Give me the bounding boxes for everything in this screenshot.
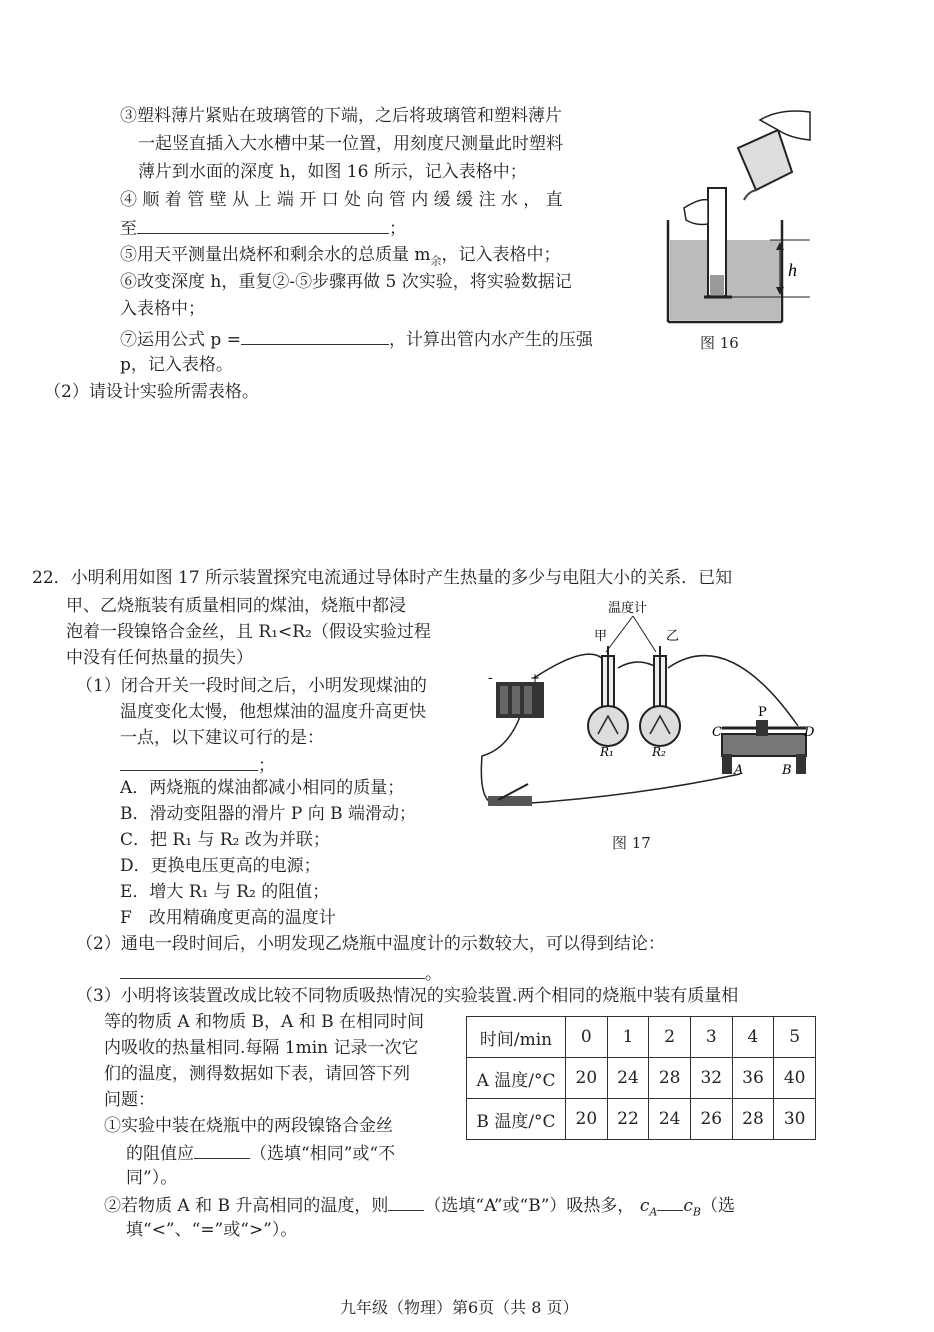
sub1-line1: ①实验中装在烧瓶中的两段镍铬合金丝 xyxy=(104,1116,393,1136)
sub1-line3: 同”）。 xyxy=(126,1168,178,1188)
step4-line2 xyxy=(120,215,406,241)
step5-subscript: 余 xyxy=(430,254,442,268)
flask-yi-label: 乙 xyxy=(666,629,680,644)
sub1-prefix: 的阻值应 xyxy=(126,1144,194,1164)
table-cell: 20 xyxy=(566,1058,608,1099)
battery-minus-label: - xyxy=(488,670,493,686)
step3-line3: 薄片到水面的深度 h，如图 16 所示，记入表格中； xyxy=(138,162,527,182)
table-cell: 20 xyxy=(566,1099,608,1140)
q22-s1-answer xyxy=(120,752,275,778)
flask-2 xyxy=(640,706,680,746)
sub2-line2: 填“<”、“=”或“>”）。 xyxy=(126,1220,298,1240)
rheostat-slider xyxy=(756,720,768,736)
figure-16-caption: 图 16 xyxy=(700,334,739,352)
option-e: E．增大 R₁ 与 R₂ 的阻值； xyxy=(120,882,330,902)
q22-s2: （2）通电一段时间后，小明发现乙烧瓶中温度计的示数较大，可以得到结论： xyxy=(76,934,665,954)
switch xyxy=(488,796,532,806)
table-cell: 时间/min xyxy=(467,1017,566,1058)
s1-answer-end: ； xyxy=(258,756,275,776)
table-cell: 2 xyxy=(649,1017,691,1058)
table-cell: 24 xyxy=(649,1099,691,1140)
r1-label: R₁ xyxy=(600,745,614,759)
step3-line1: ③塑料薄片紧贴在玻璃管的下端，之后将玻璃管和塑料薄片 xyxy=(120,106,562,126)
q22-s1-line2: 温度变化太慢，他想煤油的温度升高更快 xyxy=(120,702,426,722)
table-cell: A 温度/°C xyxy=(467,1058,566,1099)
table-cell: 24 xyxy=(607,1058,649,1099)
option-f: F 改用精确度更高的温度计 xyxy=(120,908,336,928)
terminal-d-label: D xyxy=(804,725,815,740)
table-header-row xyxy=(467,1017,816,1058)
step7-formula-label: ⑦运用公式 p = xyxy=(120,330,241,350)
q22-s1-line3: 一点，以下建议可行的是： xyxy=(120,728,324,748)
q22-line1: 22．小明利用如图 17 所示装置探究电流通过导体时产生热量的多少与电阻大小的关系．已知 xyxy=(32,568,733,588)
sub2-blank-2[interactable] xyxy=(657,1192,683,1211)
slider-p-label: P xyxy=(758,705,767,720)
q22-s3-line4: 们的温度，测得数据如下表，请回答下列 xyxy=(104,1064,410,1084)
rheostat xyxy=(722,734,806,756)
c-a-subscript: A xyxy=(649,1205,658,1219)
step7-line2: p，记入表格。 xyxy=(120,355,233,375)
thermometer-label: 温度计 xyxy=(608,601,648,616)
q22-s3-line3: 内吸收的热量相同.每隔 1min 记录一次它 xyxy=(104,1038,419,1058)
step7-line1 xyxy=(120,326,593,352)
table-cell: 32 xyxy=(690,1058,732,1099)
question-2-prompt: （2）请设计实验所需表格。 xyxy=(44,382,259,402)
sub2-prefix: ②若物质 A 和 B 升高相同的温度，则 xyxy=(104,1196,389,1216)
terminal-c-label: C xyxy=(712,725,722,740)
q22-line3: 泡着一段镍铬合金丝，且 R₁<R₂（假设实验过程 xyxy=(66,622,431,642)
step5-end: ，记入表格中； xyxy=(441,245,561,265)
table-cell: 30 xyxy=(774,1099,816,1140)
option-d: D．更换电压更高的电源； xyxy=(120,856,321,876)
step6-line2: 入表格中； xyxy=(120,299,205,319)
r2-label: R₂ xyxy=(652,745,666,759)
step5-line xyxy=(120,243,561,273)
table-cell: 0 xyxy=(566,1017,608,1058)
battery-plus-label: + xyxy=(530,671,541,685)
s2-answer-end: 。 xyxy=(425,964,442,984)
sub2-blank-1[interactable] xyxy=(388,1192,424,1211)
q22-s3-line1: （3）小明将该装置改成比较不同物质吸热情况的实验装置.两个相同的烧瓶中装有质量相 xyxy=(76,986,739,1006)
sub1-line2 xyxy=(126,1140,395,1166)
q22-s2-answer xyxy=(120,960,442,986)
beaker xyxy=(738,130,792,190)
step7-blank[interactable] xyxy=(241,326,389,345)
c-b-subscript: B xyxy=(692,1205,701,1219)
sub2-choice: （选填“A”或“B”）吸热多， xyxy=(424,1196,635,1216)
table-cell: 5 xyxy=(774,1017,816,1058)
table-cell: B 温度/°C xyxy=(467,1099,566,1140)
step7-rest: ，计算出管内水产生的压强 xyxy=(388,330,593,350)
sub2-choice-2: （选 xyxy=(700,1196,735,1216)
figure-17-diagram xyxy=(478,596,818,816)
terminal-b-label: B xyxy=(782,763,792,778)
table-cell: 4 xyxy=(732,1017,774,1058)
step5-text: ⑤用天平测量出烧杯和剩余水的总质量 m xyxy=(120,245,431,265)
sub1-blank[interactable] xyxy=(194,1140,250,1159)
step4-blank[interactable] xyxy=(137,215,389,234)
sub1-choice: （选填“相同”或“不 xyxy=(250,1144,396,1164)
s2-answer-blank[interactable] xyxy=(120,960,425,979)
table-cell: 26 xyxy=(690,1099,732,1140)
step4-suffix: ； xyxy=(389,219,406,239)
q22-s3-line5: 问题： xyxy=(104,1090,155,1110)
step4-prefix: 至 xyxy=(120,219,137,239)
step3-line2: 一起竖直插入大水槽中某一位置，用刻度尺测量此时塑料 xyxy=(138,134,563,154)
table-cell: 28 xyxy=(649,1058,691,1099)
table-cell: 40 xyxy=(774,1058,816,1099)
s1-answer-blank[interactable] xyxy=(120,752,258,771)
depth-h-label: h xyxy=(788,260,797,280)
q22-line4: 中没有任何热量的损失） xyxy=(66,648,253,668)
c-a-symbol: c xyxy=(639,1196,650,1216)
table-cell: 3 xyxy=(690,1017,732,1058)
page-footer: 九年级（物理）第6页（共 8 页） xyxy=(340,1298,579,1317)
q22-s3-line2: 等的物质 A 和物质 B，A 和 B 在相同时间 xyxy=(104,1012,424,1032)
figure-17-caption: 图 17 xyxy=(612,834,651,852)
step6-line1: ⑥改变深度 h，重复②-⑤步骤再做 5 次实验，将实验数据记 xyxy=(120,272,572,292)
step4-line1: ④ 顺 着 管 壁 从 上 端 开 口 处 向 管 内 缓 缓 注 水 ， 直 xyxy=(120,190,563,210)
c-b-symbol: c xyxy=(683,1196,693,1216)
option-c: C．把 R₁ 与 R₂ 改为并联； xyxy=(120,830,330,850)
q22-line2: 甲、乙烧瓶装有质量相同的煤油，烧瓶中都浸 xyxy=(66,596,406,616)
q22-s1-line1: （1）闭合开关一段时间之后，小明发现煤油的 xyxy=(76,676,427,696)
option-a: A．两烧瓶的煤油都减小相同的质量； xyxy=(120,778,405,798)
figure-16-diagram xyxy=(660,100,820,330)
temperature-table xyxy=(466,1016,816,1140)
table-row xyxy=(467,1058,816,1099)
table-cell: 1 xyxy=(607,1017,649,1058)
table-cell: 22 xyxy=(607,1099,649,1140)
table-cell: 28 xyxy=(732,1099,774,1140)
option-b: B．滑动变阻器的滑片 P 向 B 端滑动； xyxy=(120,804,417,824)
table-row xyxy=(467,1099,816,1140)
flask-jia-label: 甲 xyxy=(594,629,608,644)
terminal-a-label: A xyxy=(734,763,744,778)
flask-1 xyxy=(588,706,628,746)
table-cell: 36 xyxy=(732,1058,774,1099)
